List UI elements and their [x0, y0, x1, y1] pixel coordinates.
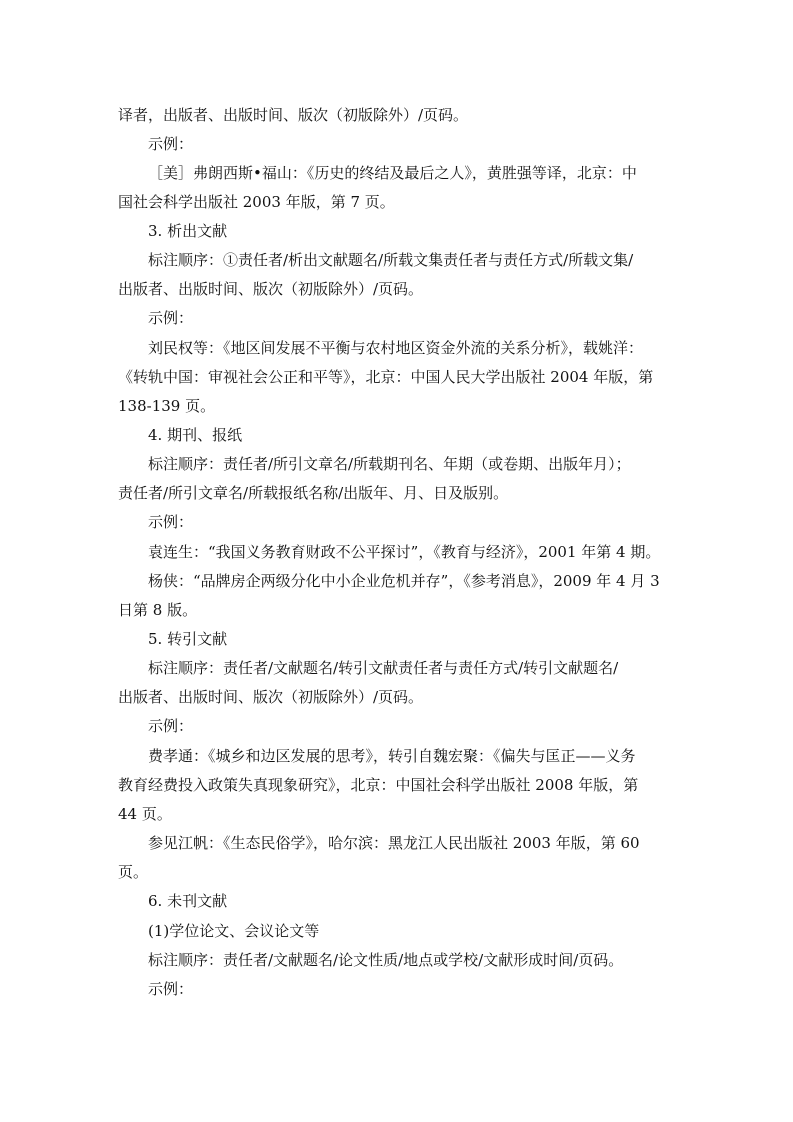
section-heading: 4. 期刊、报纸: [148, 426, 243, 444]
text-line: 138-139 页。: [118, 397, 216, 415]
text-line: 标注顺序：责任者/文献题名/转引文献责任者与责任方式/转引文献题名/: [148, 659, 619, 677]
text-line: 日第 8 版。: [118, 601, 198, 619]
example-label: 示例：: [148, 309, 194, 327]
text-line: 国社会科学出版社 2003 年版，第 7 页。: [118, 193, 395, 211]
text-line: 标注顺序：责任者/文献题名/论文性质/地点或学校/文献形成时间/页码。: [148, 951, 624, 969]
text-line: 出版者、出版时间、版次（初版除外）/页码。: [118, 280, 424, 298]
example-label: 示例：: [148, 135, 194, 153]
subsection-heading: (1)学位论文、会议论文等: [148, 922, 320, 940]
text-line: 教育经费投入政策失真现象研究》，北京：中国社会科学出版社 2008 年版，第: [118, 776, 639, 794]
section-heading: 6. 未刊文献: [148, 892, 228, 910]
text-line: 44 页。: [118, 805, 172, 823]
text-line: 译者，出版者、出版时间、版次（初版除外）/页码。: [118, 106, 469, 124]
text-line: 标注顺序：责任者/所引文章名/所载期刊名、年期（或卷期、出版年月）；: [148, 455, 631, 473]
example-label: 示例：: [148, 717, 194, 735]
text-line: 页。: [118, 863, 149, 881]
text-line: 出版者、出版时间、版次（初版除外）/页码。: [118, 688, 424, 706]
text-line: 刘民权等：《地区间发展不平衡与农村地区资金外流的关系分析》，载姚洋：: [148, 339, 644, 357]
example-label: 示例：: [148, 980, 194, 998]
section-heading: 3. 析出文献: [148, 222, 228, 240]
text-line: 费孝通：《城乡和边区发展的思考》，转引自魏宏聚：《偏失与匡正——义务: [148, 747, 636, 765]
text-line: 《转轨中国：审视社会公正和平等》，北京：中国人民大学出版社 2004 年版，第: [118, 368, 654, 386]
text-line: 标注顺序：①责任者/析出文献题名/所载文集责任者与责任方式/所载文集/: [148, 251, 634, 269]
text-line: 责任者/所引文章名/所载报纸名称/出版年、月、日及版别。: [118, 484, 509, 502]
text-line: 袁连生：“我国义务教育财政不公平探讨”，《教育与经济》，2001 年第 4 期。: [148, 543, 661, 561]
section-heading: 5. 转引文献: [148, 630, 228, 648]
text-line: 杨侠：“品牌房企两级分化中小企业危机并存”，《参考消息》，2009 年 4 月 3: [148, 572, 660, 590]
example-label: 示例：: [148, 513, 194, 531]
text-line: 参见江帆：《生态民俗学》，哈尔滨：黑龙江人民出版社 2003 年版，第 60: [148, 834, 640, 852]
text-line: ［美］弗朗西斯•福山：《历史的终结及最后之人》，黄胜强等译，北京：中: [148, 164, 637, 182]
